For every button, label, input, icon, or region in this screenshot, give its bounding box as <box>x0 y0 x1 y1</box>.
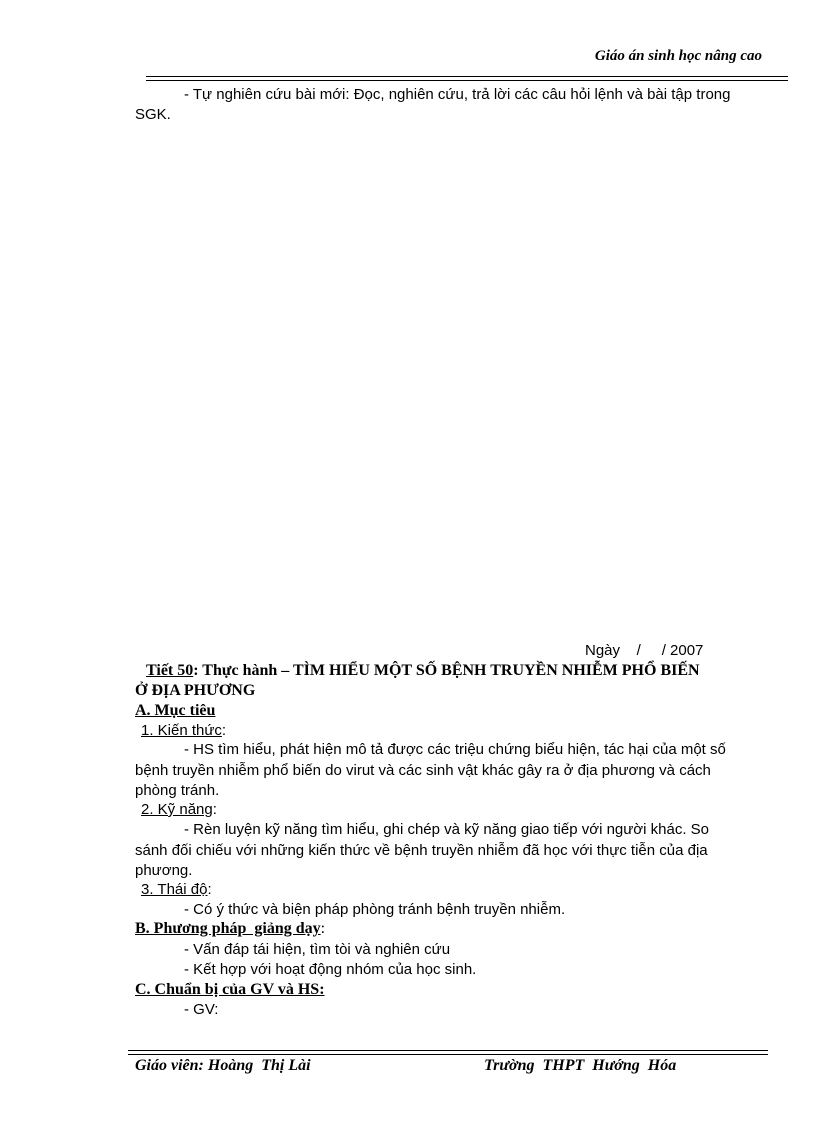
skills-heading: 2. Kỹ năng <box>141 801 213 818</box>
header-rule-top <box>146 76 788 77</box>
header-rule-bottom <box>146 80 788 81</box>
footer-rule-top <box>128 1050 768 1051</box>
knowledge-line-3: phòng tránh. <box>135 782 220 799</box>
skills-line-2: sánh đối chiếu với những kiến thức về bệnh truyền nhiễm đã học với thực tiễn của địa <box>135 842 708 859</box>
date-line: Ngày / / 2007 <box>585 642 704 659</box>
knowledge-heading: 1. Kiến thức <box>141 722 222 739</box>
header-title: Giáo án sinh học nâng cao <box>594 48 762 64</box>
intro-line-1: - Tự nghiên cứu bài mới: Đọc, nghiên cứu, trả lời các câu hỏi lệnh và bài tập trong <box>184 86 731 103</box>
lesson-number: Tiết 50 <box>146 662 194 679</box>
footer-rule-bottom <box>128 1054 768 1055</box>
attitude-line: - Có ý thức và biện pháp phòng tránh bệnh truyền nhiễm. <box>184 901 566 918</box>
lesson-title-line-1: : Thực hành – TÌM HIỂU MỘT SỐ BỆNH TRUYỀN NHIỄM PHỔ BIẾN <box>193 662 700 679</box>
section-b-colon: : <box>320 920 326 937</box>
section-b-heading: B. Phương pháp giảng dạy <box>135 920 321 937</box>
gv-line: - GV: <box>184 1001 219 1018</box>
skills-heading-row <box>141 801 217 818</box>
attitude-heading: 3. Thái độ <box>141 881 208 898</box>
attitude-heading-row <box>141 881 212 898</box>
skills-line-1: - Rèn luyện kỹ năng tìm hiểu, ghi chép và kỹ năng giao tiếp với người khác. So <box>184 821 710 838</box>
knowledge-colon: : <box>221 722 227 739</box>
footer-school: Trường THPT Hướng Hóa <box>484 1057 677 1074</box>
method-line-2: - Kết hợp với hoạt động nhóm của học sinh. <box>184 961 477 978</box>
section-a-heading: A. Mục tiêu <box>135 702 216 719</box>
section-c-heading: C. Chuẩn bị của GV và HS: <box>135 981 325 998</box>
knowledge-line-1: - HS tìm hiểu, phát hiện mô tả được các triệu chứng biểu hiện, tác hại của một số <box>184 741 726 758</box>
knowledge-line-2: bệnh truyền nhiễm phổ biến do virut và các sinh vật khác gây ra ở địa phương và cách <box>135 762 711 779</box>
section-b-heading-row <box>135 920 325 938</box>
intro-line-2: SGK. <box>135 106 171 123</box>
knowledge-heading-row <box>141 722 226 739</box>
skills-line-3: phương. <box>135 862 193 879</box>
method-line-1: - Vấn đáp tái hiện, tìm tòi và nghiên cứu <box>184 941 451 958</box>
footer-teacher: Giáo viên: Hoàng Thị Lài <box>135 1057 311 1074</box>
lesson-title <box>146 662 700 680</box>
attitude-colon: : <box>207 881 212 898</box>
lesson-title-line-2: Ở ĐỊA PHƯƠNG <box>135 682 256 699</box>
skills-colon: : <box>212 801 217 818</box>
